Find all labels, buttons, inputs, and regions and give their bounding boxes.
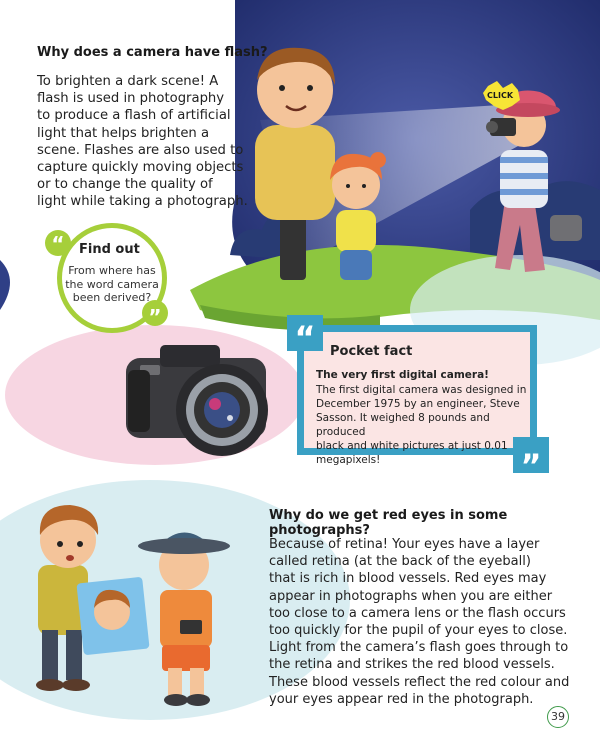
find-out-line: From where has <box>68 264 156 277</box>
red-eye-line: your eyes appear red in the photograph. <box>269 691 534 707</box>
pocket-fact-text <box>316 383 528 467</box>
svg-text:“: “ <box>51 232 65 256</box>
red-eye-line: too quickly for the pupil of your eyes to close. <box>269 623 568 639</box>
flash-line: or to change the quality of <box>37 177 213 193</box>
flash-line: flash is used in photography <box>37 91 225 107</box>
pocket-fact-line: December 1975 by an engineer, Steve <box>316 398 520 410</box>
click-label: CLICK <box>487 91 514 100</box>
pocket-fact-line: megapixels! <box>316 454 381 466</box>
red-eye-line: that is rich in blood vessels. Red eyes may <box>269 571 547 587</box>
flash-body <box>37 73 252 211</box>
flash-line: to produce a flash of artificial <box>37 108 231 124</box>
red-eye-line: These blood vessels reflect the red colour and <box>269 674 570 690</box>
red-eye-line: too close to a camera lens or the flash occurs <box>269 605 566 621</box>
flash-line: capture quickly moving objects <box>37 160 244 176</box>
red-eye-body <box>269 536 594 708</box>
red-eye-line: the retina and strikes the red blood vessels. <box>269 657 555 673</box>
red-eye-line: Light from the camera’s flash goes through to <box>269 640 569 656</box>
flash-line: light while taking a photograph. <box>37 194 248 210</box>
svg-text:”: ” <box>148 305 162 329</box>
find-out-text <box>56 264 168 305</box>
pocket-fact-line: The first digital camera was designed in <box>316 384 527 396</box>
flash-line: light that helps brighten a <box>37 125 210 141</box>
find-out-line: the word camera <box>65 277 159 291</box>
svg-text:”: ” <box>520 447 542 477</box>
red-eye-line: appear in photographs when you are either <box>269 588 553 604</box>
pocket-fact-line: black and white pictures at just 0.01 <box>316 440 508 452</box>
pocket-fact-title: Pocket fact <box>330 344 413 359</box>
flash-heading: Why does a camera have flash? <box>37 45 268 60</box>
svg-text:“: “ <box>294 319 316 355</box>
find-out-title: Find out <box>79 242 140 257</box>
pocket-fact-subtitle: The very first digital camera! <box>316 369 489 381</box>
quote-open-icon <box>287 315 327 355</box>
page-number: 39 <box>547 706 569 728</box>
flash-line: scene. Flashes are also used to <box>37 142 244 158</box>
red-eye-line: called retina (at the back of the eyeball) <box>269 554 531 570</box>
red-eye-line: Because of retina! Your eyes have a layer <box>269 537 540 552</box>
flash-line: To brighten a dark scene! A <box>37 74 219 89</box>
pocket-fact-line: Sasson. It weighed 8 pounds and produced <box>316 412 490 438</box>
find-out-line: been derived? <box>72 291 152 304</box>
red-eye-heading: Why do we get red eyes in some photographs? <box>269 508 508 538</box>
